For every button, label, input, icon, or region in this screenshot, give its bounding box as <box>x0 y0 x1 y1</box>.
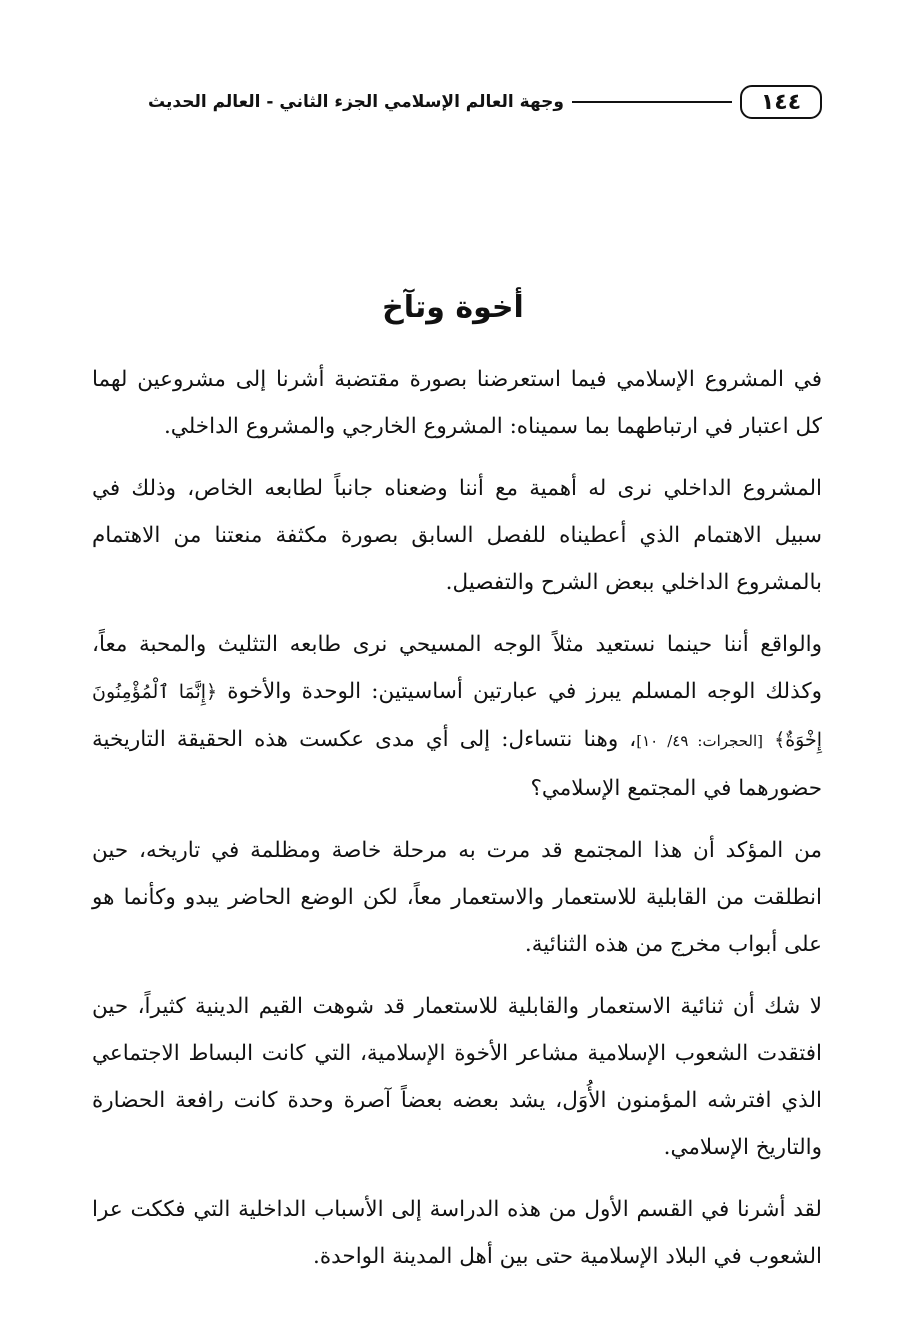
quran-verse: ﴿إِنَّمَا ٱلْمُؤْمِنُونَ إِخْوَةٌ﴾ <box>92 681 822 751</box>
paragraph-4: من المؤكد أن هذا المجتمع قد مرت به مرحلة خاصة ومظلمة في تاريخه، حين انطلقت من القابلية للاستعمار والاستعمار معاً، لكن الوضع الحاضر يبدو وكأنما هو على أبواب مخرج من هذه الثنائية. <box>92 838 822 957</box>
page-number-text: ١٤٤ <box>760 89 802 115</box>
running-header <box>110 82 822 122</box>
header-rule <box>572 101 732 103</box>
running-title: وجهة العالم الإسلامي الجزء الثاني - العالم الحديث <box>148 92 564 112</box>
paragraph-3 <box>92 621 822 812</box>
paragraph-5: لا شك أن ثنائية الاستعمار والقابلية للاستعمار قد شوهت القيم الدينية كثيراً، حين افتقدت الشعوب الإسلامية مشاعر الأخوة الإسلامية، التي كانت البساط الاجتماعي الذي افترشه المؤمنون الأُوَل، يشد بعضه بعضاً آصرة وحدة كانت رافعة الحضارة والتاريخ الإسلامي. <box>92 994 822 1160</box>
paragraph-2: المشروع الداخلي نرى له أهمية مع أننا وضعناه جانباً لطابعه الخاص، وذلك في سبيل الاهتمام الذي أعطيناه للفصل السابق بصورة مكثفة منعتنا من الاهتمام بالمشروع الداخلي ببعض الشرح والتفصيل. <box>92 476 822 595</box>
paragraph-3-text-after: ، وهنا نتساءل: إلى أي مدى عكست هذه الحقيقة التاريخية حضورهما في المجتمع الإسلامي؟ <box>92 727 822 801</box>
paragraph-1: في المشروع الإسلامي فيما استعرضنا بصورة مقتضبة أشرنا إلى مشروعين لهما كل اعتبار في ارتباطهما بما سميناه: المشروع الخارجي والمشروع الداخلي. <box>92 367 822 439</box>
page-number <box>740 85 822 119</box>
body-text <box>92 356 822 1295</box>
paragraph-3-text-before: والواقع أننا حينما نستعيد مثلاً الوجه المسيحي نرى طابعه التثليث والمحبة معاً، وكذلك الوجه المسلم يبرز في عبارتين أساسيتين: الوحدة والأخوة <box>92 632 822 704</box>
chapter-title: أخوة وتآخ <box>382 290 524 325</box>
paragraph-6: لقد أشرنا في القسم الأول من هذه الدراسة إلى الأسباب الداخلية التي فككت عرا الشعوب في البلاد الإسلامية حتى بين أهل المدينة الواحدة. <box>92 1197 822 1269</box>
verse-citation: [الحجرات: ٤٩/ ١٠] <box>636 732 763 750</box>
